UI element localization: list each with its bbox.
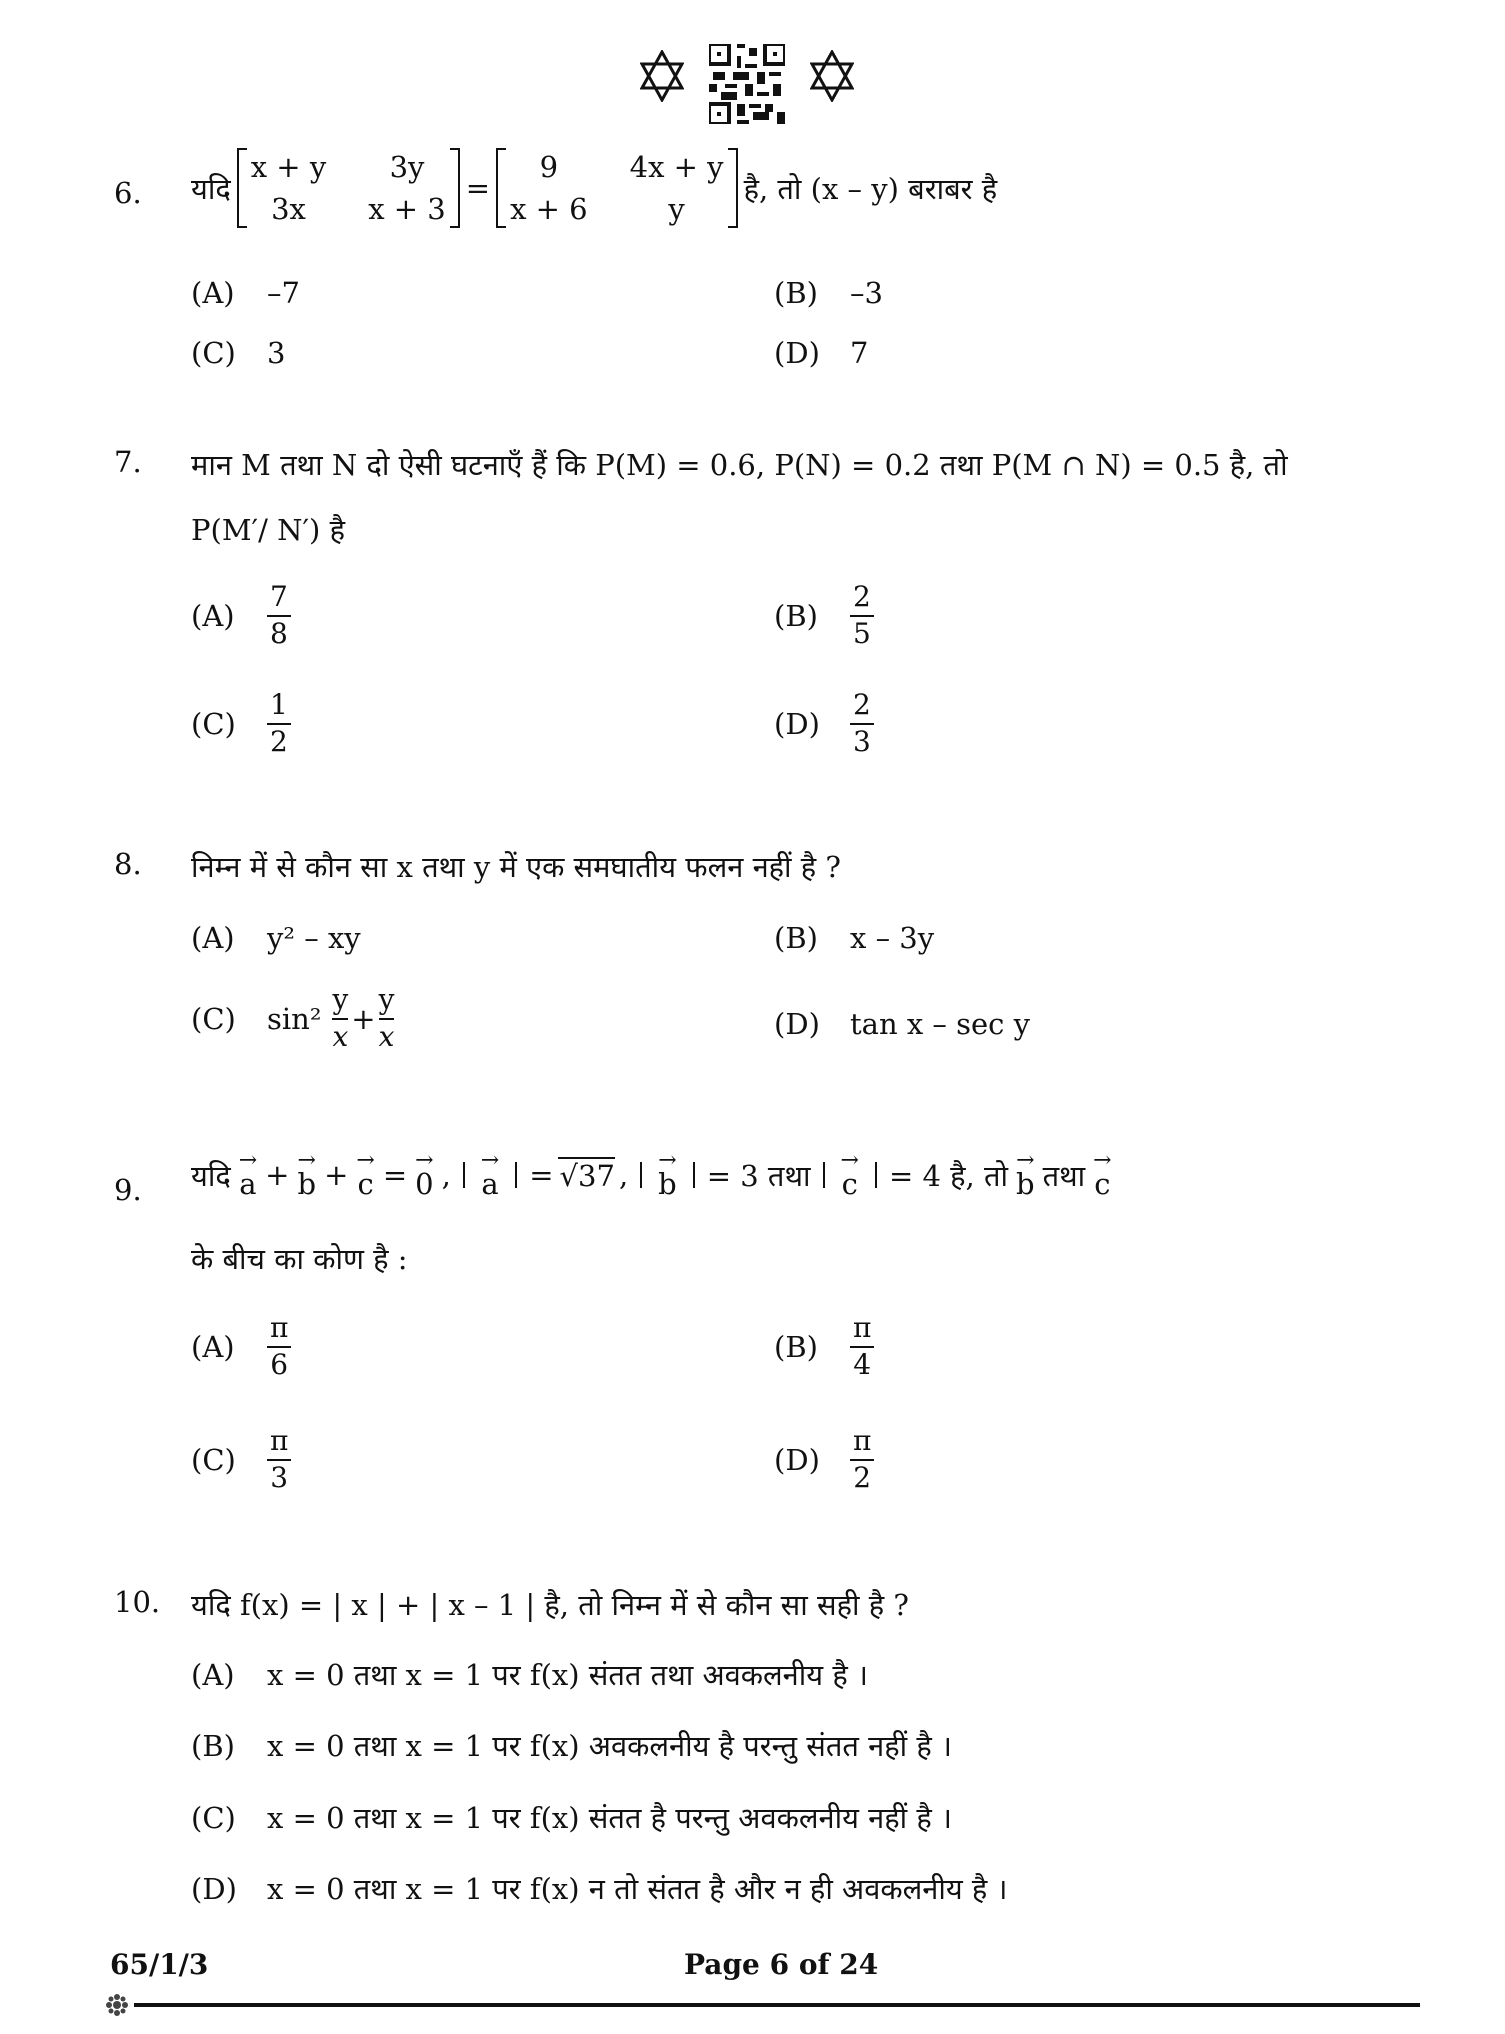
option-label: (C) (191, 1001, 236, 1036)
vector-zero: → 0 (415, 1148, 434, 1201)
fraction: $\frac{2}{3}$ (850, 690, 874, 758)
matrix-cell: y (668, 192, 685, 226)
option-label: (B) (774, 1329, 818, 1364)
option-value: x = 0 तथा x = 1 पर f(x) न तो संतत है और न ही अवकलनीय है । (267, 1872, 1008, 1906)
option-label: (C) (191, 1800, 236, 1835)
vector-c: → c (840, 1148, 859, 1201)
option-label: (B) (191, 1728, 235, 1763)
option-label: (D) (774, 706, 820, 741)
vector-b: → b (658, 1148, 677, 1201)
sqrt-value: √37 (559, 1159, 615, 1194)
question-number: 10. (114, 1585, 161, 1619)
matrix-cell: 4x + y (629, 150, 724, 184)
footer-divider (134, 2003, 1420, 2007)
option-a[interactable] (191, 1313, 291, 1381)
fraction: $\frac{y}{x}$ (332, 983, 349, 1053)
question-text: यदि f(x) = | x | + | x – 1 | है, तो निम्न में से कौन सा सही है ? (191, 1588, 909, 1622)
option-label: (B) (774, 921, 818, 955)
equals-sign: = (382, 1158, 408, 1193)
matrix-right (496, 148, 737, 228)
option-b[interactable] (774, 921, 934, 955)
option-value: x = 0 तथा x = 1 पर f(x) संतत है परन्तु अवकलनीय नहीं है । (267, 1801, 952, 1835)
matrix-cell: 9 (539, 150, 559, 184)
option-label: (A) (191, 921, 235, 955)
option-label: (B) (774, 598, 818, 633)
option-c[interactable] (191, 1426, 291, 1494)
option-value: x = 0 तथा x = 1 पर f(x) अवकलनीय है परन्तु संतत नहीं है । (267, 1729, 952, 1763)
question-text: P(M′/ N′) है (191, 513, 345, 547)
option-label: (C) (191, 336, 236, 370)
star-of-david-icon (810, 50, 854, 102)
page-number: Page 6 of 24 (684, 1948, 879, 1981)
matrix-cell: x + 6 (510, 192, 588, 226)
paper-code: 65/1/3 (110, 1948, 209, 1981)
matrix-cell: 3x (271, 192, 306, 226)
question-text: मान M तथा N दो ऐसी घटनाएँ हैं कि P(M) = 0.6, P(N) = 0.2 तथा P(M ∩ N) = 0.5 है, तो (191, 448, 1288, 482)
option-value: x = 0 तथा x = 1 पर f(x) संतत तथा अवकलनीय है । (267, 1658, 868, 1692)
option-label: (C) (191, 706, 236, 741)
option-value: tan x – sec y (850, 1007, 1031, 1041)
question-9-text (191, 1148, 1116, 1201)
comma: , (441, 1158, 451, 1193)
option-label: (A) (191, 276, 235, 310)
equals-sign: = (465, 171, 491, 205)
fraction: $\frac{1}{2}$ (267, 690, 291, 758)
option-d[interactable] (774, 1007, 1030, 1041)
option-label: (A) (191, 1329, 235, 1364)
option-b[interactable] (774, 1313, 874, 1381)
question-text: निम्न में से कौन सा x तथा y में एक समघातीय फलन नहीं है ? (191, 850, 841, 884)
vector-a: → a (238, 1148, 258, 1201)
comma: , (618, 1158, 629, 1193)
fraction: $\frac{\pi}{4}$ (850, 1313, 874, 1381)
option-label: (B) (774, 276, 818, 310)
option-d[interactable] (774, 1426, 874, 1494)
option-a[interactable] (191, 921, 361, 955)
option-value: –7 (267, 276, 300, 310)
option-c[interactable] (191, 336, 285, 370)
fraction: $\frac{\pi}{6}$ (267, 1313, 291, 1381)
option-b[interactable] (774, 582, 874, 650)
option-b[interactable] (191, 1726, 952, 1765)
vector-b: → b (297, 1148, 317, 1201)
option-a[interactable] (191, 1655, 868, 1694)
option-a[interactable] (191, 276, 300, 310)
question-text: है, तो (x – y) बराबर है (743, 171, 998, 206)
matrix-cell: 3y (389, 150, 425, 184)
matrix-cell: x + 3 (368, 192, 446, 226)
fraction: $\frac{y}{x}$ (378, 983, 395, 1053)
question-number: 9. (114, 1173, 142, 1207)
option-d[interactable] (191, 1869, 1008, 1908)
option-d[interactable] (774, 336, 868, 370)
option-c[interactable] (191, 985, 397, 1053)
option-label: (A) (191, 1657, 235, 1692)
option-c[interactable] (191, 1798, 952, 1837)
option-value: 3 (267, 336, 286, 370)
matrix-cell: x + y (250, 150, 327, 184)
question-text: = 3 तथा (706, 1158, 811, 1193)
option-value: 7 (850, 336, 869, 370)
question-number: 7. (114, 445, 142, 479)
question-text: यदि (191, 1158, 231, 1193)
option-c[interactable] (191, 690, 291, 758)
vector-b: → b (1016, 1148, 1035, 1201)
option-value: –3 (850, 276, 883, 310)
question-text: के बीच का कोण है : (191, 1242, 408, 1276)
star-of-david-icon (640, 50, 684, 102)
option-a[interactable] (191, 582, 291, 650)
option-label: (D) (774, 1442, 820, 1477)
question-text: यदि (191, 171, 231, 206)
vector-c: → c (356, 1148, 375, 1201)
option-label: (D) (191, 1871, 237, 1906)
plus-sign: + (351, 1001, 376, 1036)
option-value: y² – xy (267, 921, 361, 955)
vector-c: → c (1093, 1148, 1112, 1201)
question-number: 6. (114, 176, 142, 210)
question-number: 8. (114, 847, 142, 881)
option-b[interactable] (774, 276, 883, 310)
vector-a: → a (480, 1148, 500, 1201)
fraction: $\frac{7}{8}$ (267, 582, 291, 650)
option-label: (D) (774, 1007, 820, 1041)
plus-sign: + (324, 1158, 349, 1193)
fraction: $\frac{2}{5}$ (850, 582, 874, 650)
question-text: = 4 है, तो (888, 1158, 1009, 1193)
option-label: (A) (191, 598, 235, 633)
question-6-text (191, 148, 997, 228)
option-d[interactable] (774, 690, 874, 758)
equals-sign: = (529, 1158, 554, 1193)
option-label: (D) (774, 336, 820, 370)
question-text: तथा (1042, 1158, 1086, 1193)
option-value: x – 3y (850, 921, 935, 955)
fraction: $\frac{\pi}{2}$ (850, 1426, 874, 1494)
qr-code (709, 44, 785, 124)
plus-sign: + (265, 1158, 290, 1193)
option-label: (C) (191, 1442, 236, 1477)
flower-ornament-icon (106, 1994, 128, 2016)
matrix-left (237, 148, 460, 228)
fraction: $\frac{\pi}{3}$ (267, 1426, 291, 1494)
option-value: sin² (267, 1001, 322, 1036)
